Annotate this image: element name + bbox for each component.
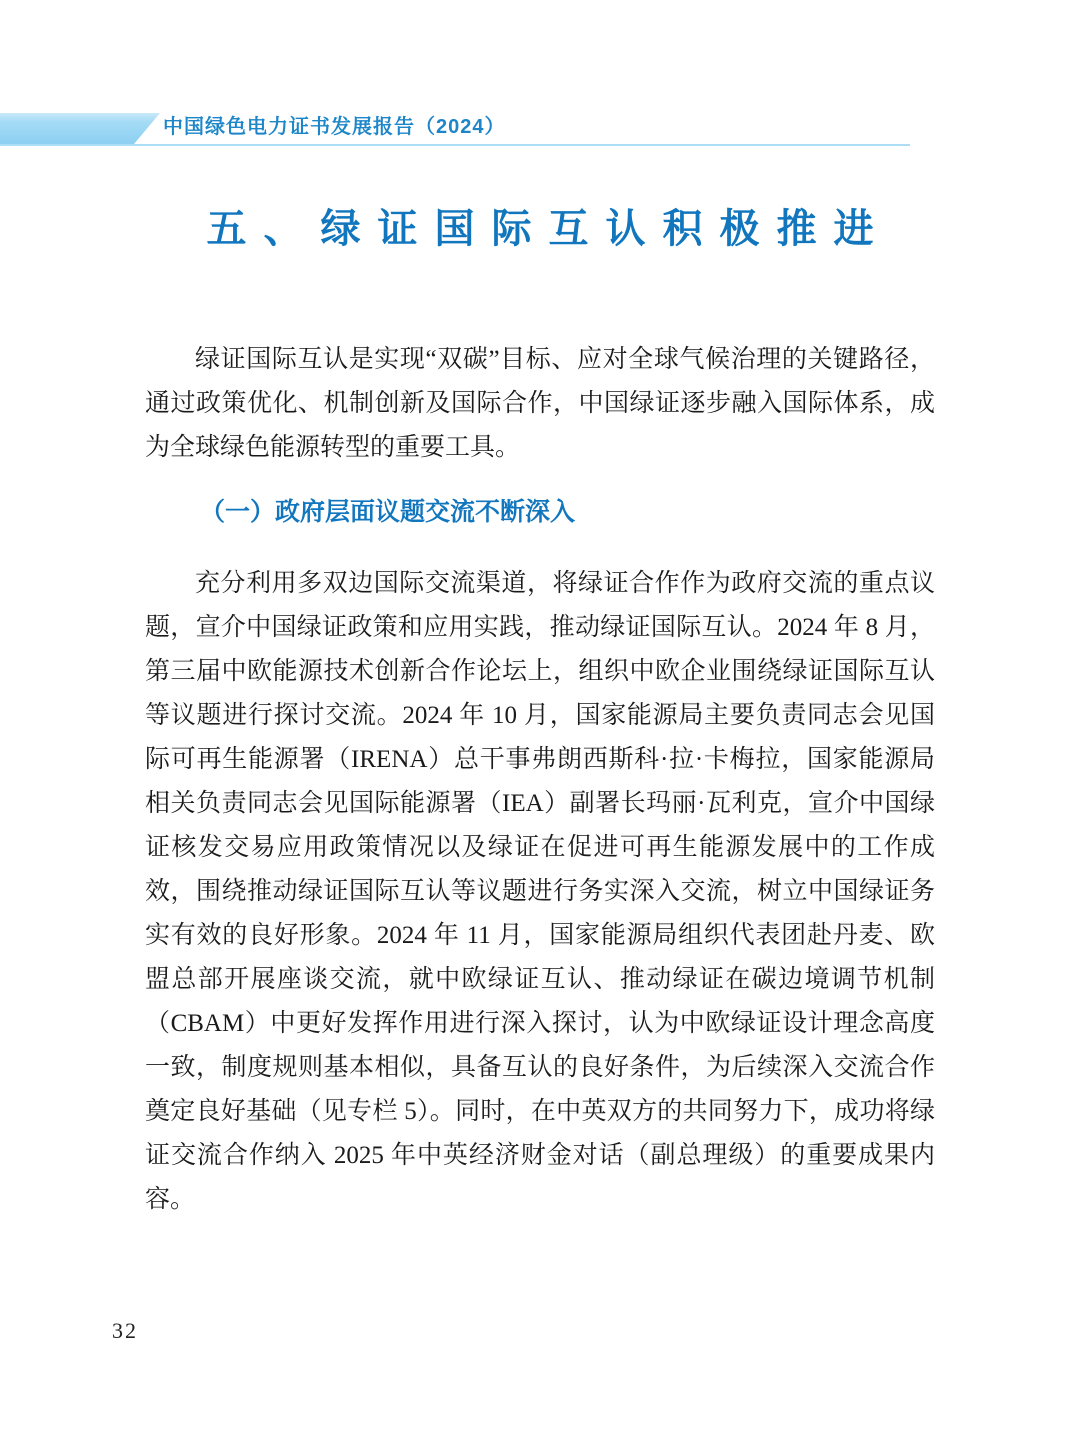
section-body-paragraph: 充分利用多双边国际交流渠道，将绿证合作作为政府交流的重点议题，宣介中国绿证政策和应用实践，推动绿证国际互认。2024 年 8 月，第三届中欧能源技术创新合作论坛上，组织中欧企业围绕绿证国际互认等议题进行探讨交流。2024 年 10 月，国家能源局主要负责同志会见国际可再生能源署（IRENA）总干事弗朗西斯科·拉·卡梅拉，国家能源局相关负责同志会见国际能源署（IEA）副署长玛丽·瓦利克，宣介中国绿证核发交易应用政策情况以及绿证在促进可再生能源发展中的工作成效，围绕推动绿证国际互认等议题进行务实深入交流，树立中国绿证务实有效的良好形象。2024 年 11 月，国家能源局组织代表团赴丹麦、欧盟总部开展座谈交流，就中欧绿证互认、推动绿证在碳边境调节机制（CBAM）中更好发挥作用进行深入探讨，认为中欧绿证设计理念高度一致，制度规则基本相似，具备互认的良好条件，为后续深入交流合作奠定良好基础（见专栏 5）。同时，在中英双方的共同努力下，成功将绿证交流合作纳入 2025 年中英经济财金对话（副总理级）的重要成果内容。 xyxy=(145,570,935,1213)
running-header-title: 中国绿色电力证书发展报告（2024） xyxy=(163,116,506,138)
intro-paragraph: 绿证国际互认是实现“双碳”目标、应对全球气候治理的关键路径，通过政策优化、机制创新及国际合作，中国绿证逐步融入国际体系，成为全球绿色能源转型的重要工具。 xyxy=(145,346,935,461)
page-number: 32 xyxy=(112,1318,138,1343)
chapter-title: 五、绿证国际互认积极推进 xyxy=(206,207,891,251)
header-rule-line xyxy=(0,144,910,146)
header-band-shape xyxy=(0,113,160,144)
section-heading: （一）政府层面议题交流不断深入 xyxy=(200,498,576,526)
